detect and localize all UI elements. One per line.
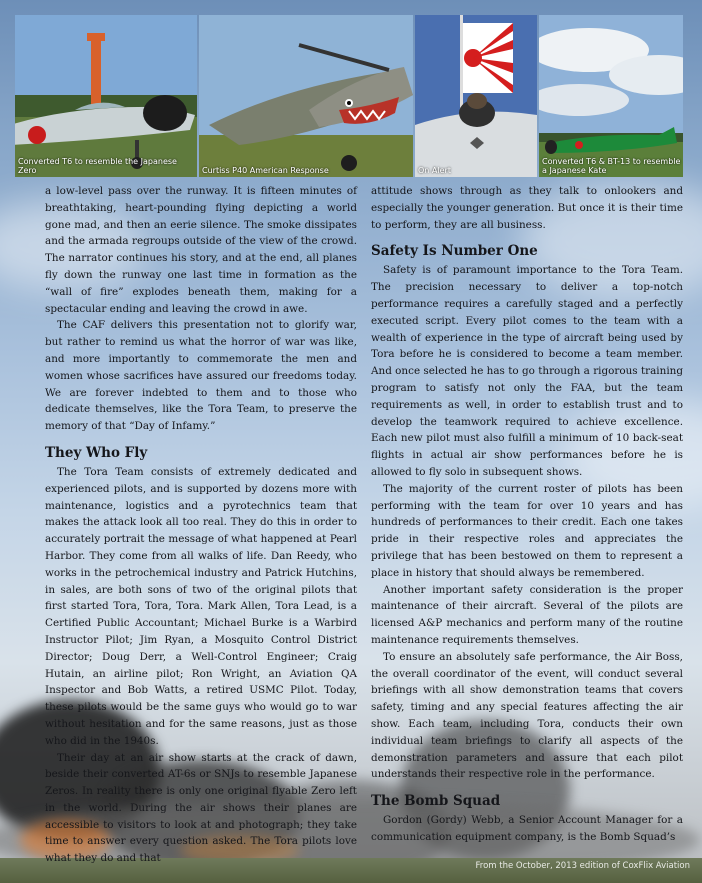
paragraph: Safety is of paramount importance to the Tora Team. The precision necessary to deliver a top-notch performance requires a carefully staged and a perfectly executed script. Every pilot comes to the team with a wealth of experience in the type of aircraft being used by Tora before he is considered to become a team member. And once selected he has to go through a rigorous training program to satisfy not only the FAA, but the team requirements as well, in order to establish trust and to develop the teamwork required to achieve excellence. Each new pilot must also fulfill a minimum of 10 back-seat flights in actual air show performances before he is allowed to fly solo in subsequent shows. <box>371 264 683 478</box>
paragraph: The Tora Team consists of extremely dedicated and experienced pilots, and is supported by dozens more with maintenance, logistics and a pyrotechnics team that makes the attack look all too real. They do this in order to accurately portrait the message of what happened at Pearl Harbor. They come from all walks of life. Dan Reedy, who works in the petrochemical industry and Patrick Hutchins, in sales, are both sons of two of the original pilots that first started Tora, Tora, Tora. Mark Allen, Tora Lead, is a Certified Public Accountant; Michael Burke is a Warbird Instructor Pilot; Jim Ryan, a Mosquito Control District Director; Doug Derr, a Well-Control Engineer; Craig Hutain, an airline pilot; Ron Wright, an Aviation QA Inspector and Bob Watts, a retired USMC Pilot. Today, these pilots would be the same guys who would go to war without hesitation and for the same reasons, just as those who did in the 1940s. <box>45 465 357 747</box>
kate-replica-photo <box>539 15 683 177</box>
paragraph: Gordon (Gordy) Webb, a Senior Account Manager for a communication equipment company, is the Bomb Squad’s <box>371 814 683 843</box>
p40-image <box>199 15 413 177</box>
section-heading: The Bomb Squad <box>371 793 501 810</box>
paragraph: The majority of the current roster of pilots has been performing with the team for over 10 years and has hundreds of performances to their credit. Each one takes pride in their respective roles and appreciates the privilege that has been bestowed on them to represent a place in history that should always be remembered. <box>371 482 683 579</box>
paragraph: attitude shows through as they talk to onlookers and especially the younger generation. But once it is their time to perform, they are all business. <box>371 185 683 231</box>
paragraph: Their day at an air show starts at the crack of dawn, beside their converted AT-6s or SNJs to resemble Japanese Zeros. In reality there is only one original flyable Zero left in the world. During the air shows their planes are accessible to visitors to look at and photograph; they take time to answer every question asked. The Tora pilots love what they do and that <box>45 751 357 865</box>
cockpit-flag-image <box>415 15 537 177</box>
photo-caption: Converted T6 & BT-13 to resemble a Japanese Kate <box>542 157 681 175</box>
zero-replica-image <box>15 15 197 177</box>
p40-photo <box>199 15 413 177</box>
photo-caption: Curtiss P40 American Response <box>202 166 329 175</box>
photo-caption: Converted T6 to resemble the Japanese Zero <box>18 157 177 175</box>
kate-replica-image <box>539 15 683 177</box>
section-heading: Safety Is Number One <box>371 243 538 260</box>
paragraph: To ensure an absolutely safe performance, the Air Boss, the overall coordinator of the event, will conduct several briefings with all show demonstration teams that covers safety, timing and any special features affecting the air show. Each team, including Tora, conducts their own individual team briefings to clarify all aspects of the demonstration parameters and assure that each pilot understands their respective role in the performance. <box>371 650 683 781</box>
photo-caption: On Alert <box>418 166 451 175</box>
zero-replica-photo <box>15 15 197 177</box>
left-column <box>45 183 357 867</box>
article-body <box>45 183 685 867</box>
photo-strip <box>15 15 683 177</box>
paragraph: a low-level pass over the runway. It is fifteen minutes of breathtaking, heart-pounding flying depicting a world gone mad, and then an eerie silence. The smoke dissipates and the armada regroups outside of the view of the crowd. The narrator continues his story, and at the end, all planes fly down the runway one last time in formation as the “wall of fire” explodes beneath them, making for a spectacular ending and leaving the crowd in awe. <box>45 185 357 315</box>
cockpit-flag-photo <box>415 15 537 177</box>
right-column <box>371 183 683 867</box>
publication-credit: From the October, 2013 edition of CoxFlix Aviation <box>475 861 690 871</box>
section-heading: They Who Fly <box>45 444 148 461</box>
paragraph: Another important safety consideration is the proper maintenance of their aircraft. Several of the pilots are licensed A&P mechanics and perform many of the routine maintenance requirements themselves. <box>371 583 683 646</box>
paragraph: The CAF delivers this presentation not to glorify war, but rather to remind us what the horror of war was like, and more importantly to commemorate the men and women whose sacrifices have assured our freedoms today. We are forever indebted to them and to those who dedicate themselves, like the Tora Team, to preserve the memory of that “Day of Infamy.” <box>45 319 357 433</box>
